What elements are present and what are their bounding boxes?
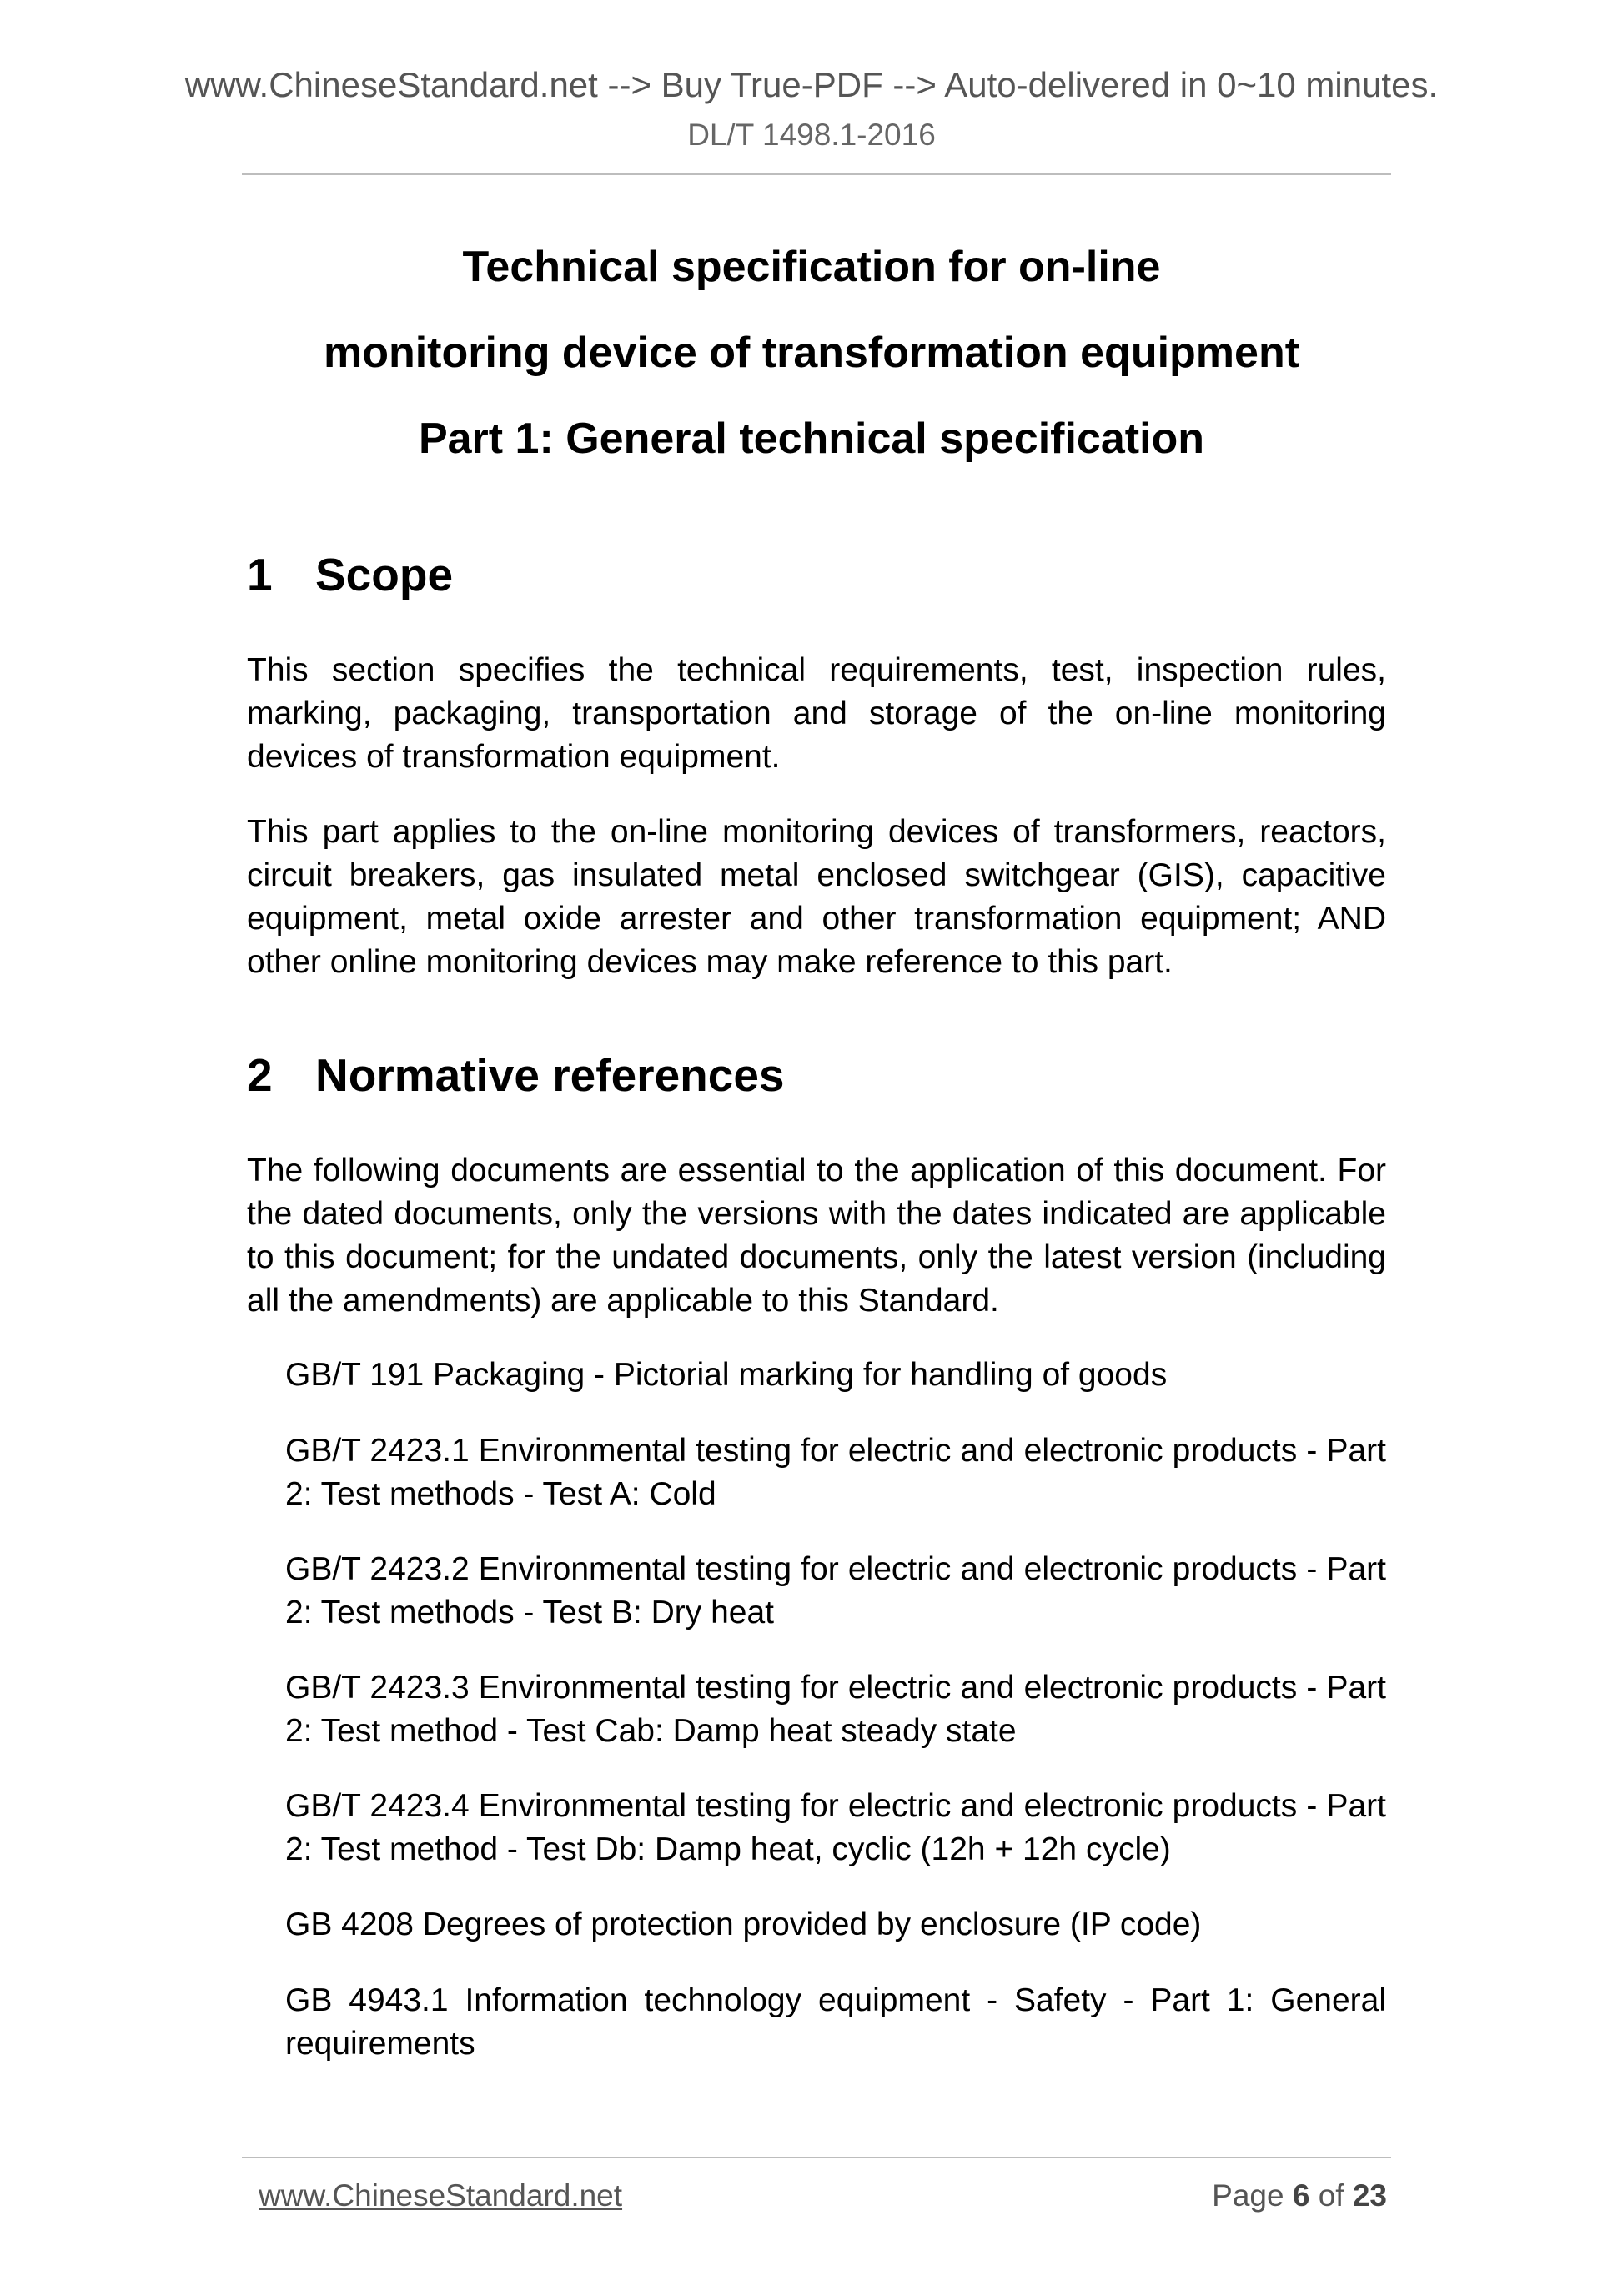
standard-code: DL/T 1498.1-2016	[687, 118, 936, 152]
document-title-line-1: Technical specification for on-line	[462, 243, 1161, 291]
section-heading-normative-references	[247, 1048, 785, 1103]
header-divider	[242, 173, 1391, 175]
references-intro-paragraph: The following documents are essential to the application of this document. For the dated documents, only the versions with the dates indicated are applicable to this document; for the undated documents, only the latest version (including all the amendments) are applicable to this Standard.	[247, 1153, 1386, 1319]
section-title: Scope	[315, 549, 454, 600]
footer-site-link[interactable]: www.ChineseStandard.net	[259, 2178, 623, 2213]
section-heading-scope	[247, 547, 453, 602]
section-title: Normative references	[315, 1049, 785, 1101]
page-indicator	[1212, 2177, 1387, 2215]
header-banner: www.ChineseStandard.net --> Buy True-PDF --> Auto-delivered in 0~10 minutes.	[184, 65, 1439, 104]
total-page-number: 23	[1352, 2178, 1387, 2213]
footer-divider	[242, 2157, 1391, 2158]
reference-item: GB/T 2423.4 Environmental testing for electric and electronic products - Part 2: Test method - Test Db: Damp heat, cyclic (12h + 12h cycle)	[285, 1788, 1386, 1867]
page-separator: of	[1318, 2178, 1344, 2213]
scope-paragraph-2: This part applies to the on-line monitoring devices of transformers, reactors, circuit breakers, gas insulated metal enclosed switchgear (GIS), capacitive equipment, metal oxide arrester and other transformation equipment; AND other online monitoring devices may make reference to this part.	[247, 814, 1386, 980]
scope-paragraph-1: This section specifies the technical requirements, test, inspection rules, marking, packaging, transportation and storage of the on-line monitoring devices of transformation equipment.	[247, 652, 1386, 775]
section-number: 2	[247, 1049, 273, 1101]
reference-item: GB 4943.1 Information technology equipment - Safety - Part 1: General requirements	[285, 1982, 1386, 2062]
reference-item: GB/T 191 Packaging - Pictorial marking for handling of goods	[285, 1357, 1168, 1393]
reference-item: GB/T 2423.3 Environmental testing for electric and electronic products - Part 2: Test method - Test Cab: Damp heat steady state	[285, 1670, 1386, 1749]
section-number: 1	[247, 549, 273, 600]
document-title-line-3: Part 1: General technical specification	[418, 414, 1205, 463]
reference-item: GB/T 2423.1 Environmental testing for electric and electronic products - Part 2: Test methods - Test A: Cold	[285, 1433, 1386, 1512]
document-title-line-2: monitoring device of transformation equipment	[323, 329, 1300, 377]
page-label: Page	[1212, 2178, 1284, 2213]
reference-item: GB 4208 Degrees of protection provided by enclosure (IP code)	[285, 1907, 1202, 1942]
current-page-number: 6	[1292, 2178, 1310, 2213]
reference-item: GB/T 2423.2 Environmental testing for electric and electronic products - Part 2: Test methods - Test B: Dry heat	[285, 1551, 1386, 1630]
